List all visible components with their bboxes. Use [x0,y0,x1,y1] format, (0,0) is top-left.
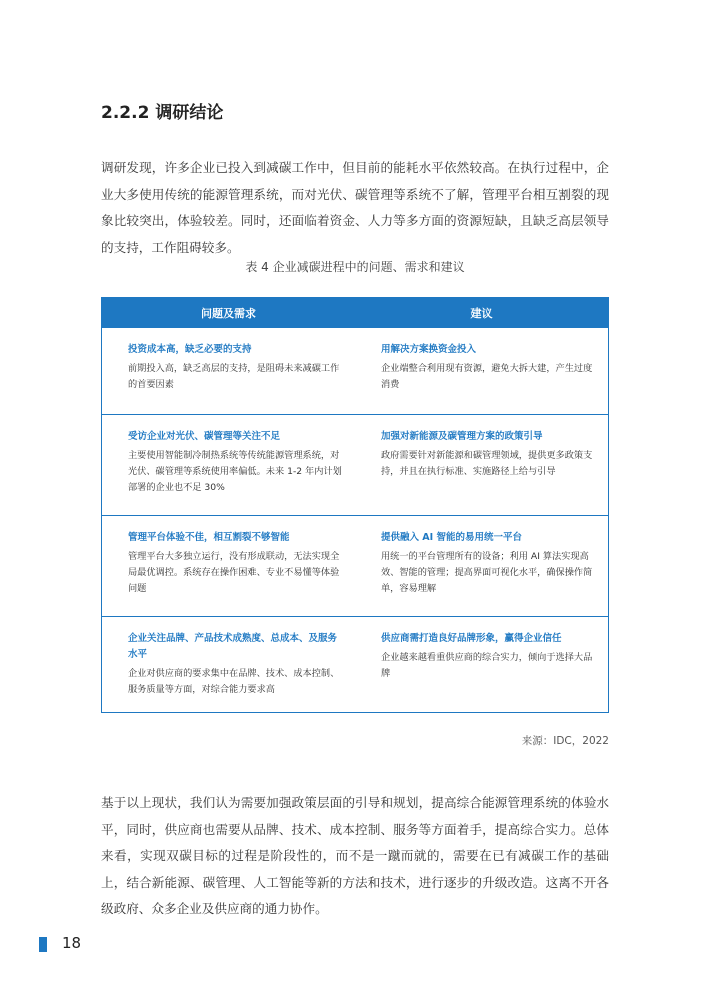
table-caption: 表 4 企业减碳进程中的问题、需求和建议 [245,260,465,274]
problem-cell [102,328,355,414]
problem-cell [102,516,355,616]
page-number: 18 [62,934,82,952]
suggestion-title: 加强对新能源及碳管理方案的政策引导 [381,431,543,442]
problem-body: 前期投入高，缺乏高层的支持，是阻碍未来减碳工作的首要因素 [128,363,340,390]
suggestion-body: 用统一的平台管理所有的设备；利用 AI 算法实现高效、智能的管理；提高界面可视化水平，确保操作简单，容易理解 [381,551,593,594]
problem-body: 主要使用智能制冷制热系统等传统能源管理系统，对光伏、碳管理等系统使用率偏低。未来 1-2 年内计划部署的企业也不足 30% [128,450,342,493]
suggestion-body: 政府需要针对新能源和碳管理领域，提供更多政策支持，并且在执行标准、实施路径上给与引导 [381,450,593,477]
problem-title: 受访企业对光伏、碳管理等关注不足 [128,431,281,442]
suggestion-title: 提供融入 AI 智能的易用统一平台 [381,532,523,543]
conclusion-paragraph: 基于以上现状，我们认为需要加强政策层面的引导和规划，提高综合能源管理系统的体验水平，同时，供应商也需要从品牌、技术、成本控制、服务等方面着手，提高综合实力。总体来看，实现双碳目标的过程是阶段性的，而不是一蹴而就的，需要在已有减碳工作的基础上，结合新能源、碳管理、人工智能等新的方法和技术，进行逐步的升级改造。这离不开各级政府、众多企业及供应商的通力协作。 [101,795,609,916]
issues-table [101,297,609,713]
problem-title: 投资成本高，缺乏必要的支持 [128,344,252,355]
suggestion-title: 用解决方案换资金投入 [381,344,477,355]
table-row [102,414,608,515]
page-marker-bar [39,937,47,952]
suggestion-title: 供应商需打造良好品牌形象，赢得企业信任 [381,633,562,644]
table-row [102,515,608,616]
problem-cell [102,415,355,515]
suggestion-cell [355,328,608,414]
suggestion-cell [355,617,608,712]
table-header [102,298,608,327]
problem-cell [102,617,355,712]
problem-title: 企业关注品牌、产品技术成熟度、总成本、及服务水平 [128,633,338,660]
source-note: 来源：IDC，2022 [521,735,609,747]
intro-paragraph: 调研发现，许多企业已投入到减碳工作中，但目前的能耗水平依然较高。在执行过程中，企业大多使用传统的能源管理系统，而对光伏、碳管理等系统不了解，管理平台相互割裂的现象比较突出，体验较差。同时，还面临着资金、人力等多方面的资源短缺，且缺乏高层领导的支持，工作阻碍较多。 [101,160,609,255]
suggestion-body: 企业越来越看重供应商的综合实力，倾向于选择大品牌 [381,652,593,679]
problem-body: 企业对供应商的要求集中在品牌、技术、成本控制、服务质量等方面，对综合能力要求高 [128,668,340,695]
problem-title: 管理平台体验不佳，相互割裂不够智能 [128,532,290,543]
suggestion-body: 企业端整合利用现有资源，避免大拆大建，产生过度消费 [381,363,593,390]
header-problems: 问题及需求 [201,306,256,320]
problem-body: 管理平台大多独立运行，没有形成联动，无法实现全局最优调控。系统存在操作困难、专业不易懂等体验问题 [128,551,340,594]
suggestion-cell [355,415,608,515]
header-suggestions: 建议 [470,306,493,320]
table-row [102,616,608,712]
section-title: 2.2.2 调研结论 [101,103,224,123]
suggestion-cell [355,516,608,616]
table-row [102,327,608,414]
